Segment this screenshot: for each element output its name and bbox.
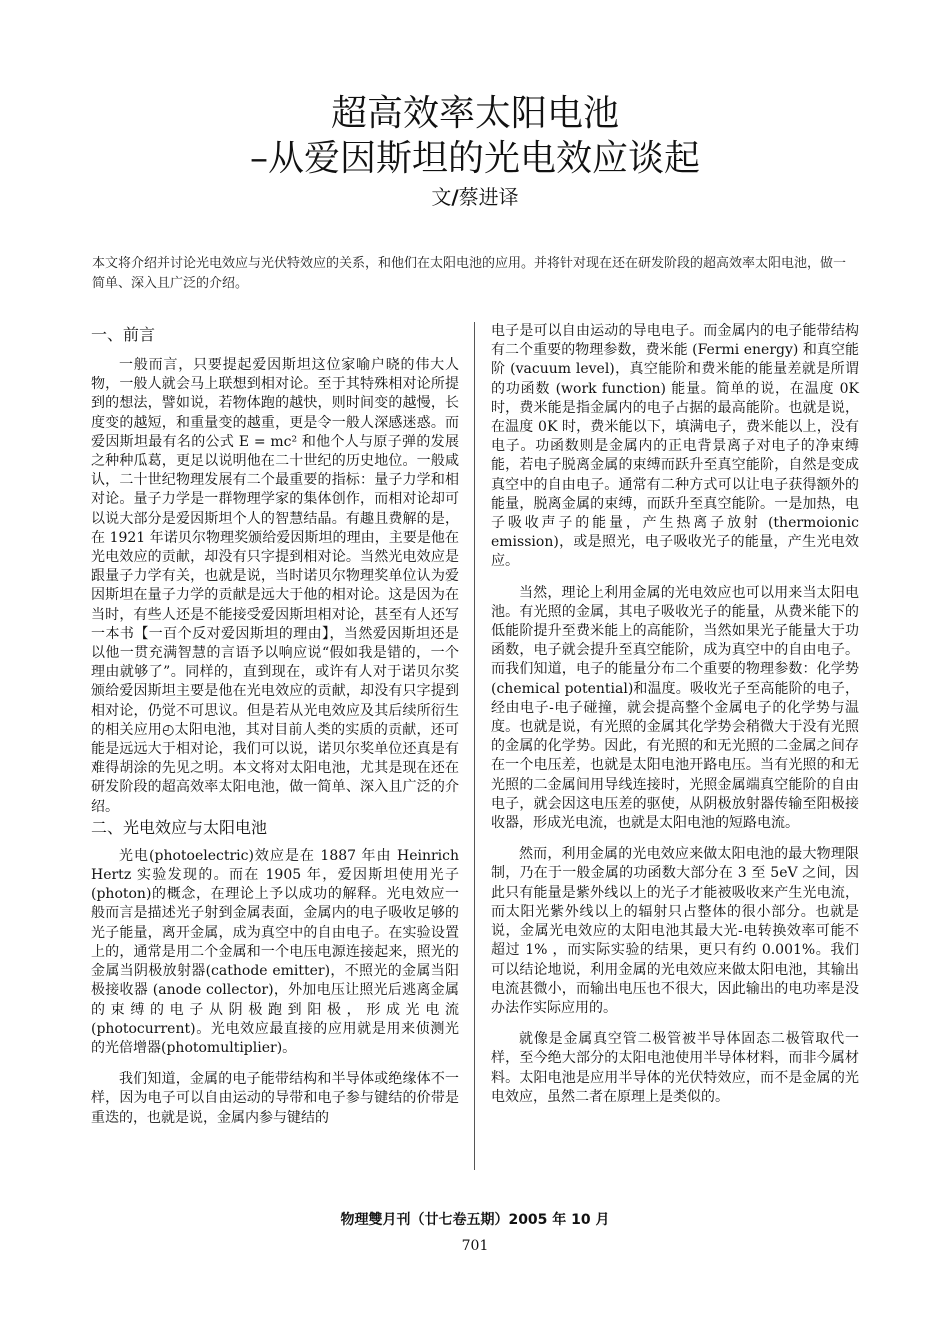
author-prefix: 文 xyxy=(431,185,452,209)
paragraph-photoelectric: 光电(photoelectric)效应是在 1887 年由 Heinrich Hertz 实验发现的。而在 1905 年，爱因斯坦使用光子(photon)的概念，在理论上予以成功的解释。光电效应一般而言是描述光子射到金属表面，金属内的电子吸收足够的光子能量，离开金属，成为真空中的自由电子。在实验设置上的，通常是用二个金属和一个电压电源连接起来，照光的金属当阴极放射器(cathode emitter)，不照光的金属当阳极接收器 (anode collector)，外加电压让照光后逃离金属的束缚的电子从阴极跑到阳极，形成光电流 (photocurrent)。光电效应最直接的应用就是用来侦测光的光倍增器(photomultiplier)。 xyxy=(91,847,459,1056)
title-block xyxy=(0,92,950,210)
author-separator: / xyxy=(451,185,459,209)
column-divider xyxy=(474,322,475,1170)
paragraph-semiconductor: 就像是金属真空管二极管被半导体固态二极管取代一样，至今绝大部分的太阳电池使用半导体材料，而非今属材料。太阳电池是应用半导体的光伏特效应，而不是金属的光电效应，虽然二者在原理上是类似的。 xyxy=(491,1031,859,1105)
paragraph-intro: 一般而言，只要提起爱因斯坦这位家喻户晓的伟大人物，一般人就会马上联想到相对论。至于其特殊相对论所提到的想法，譬如说，若物体跑的越快，则时间变的越慢，长度变的越短，和重量变的越重，更是令一般人深感迷惑。而爱因斯坦最有名的公式 E = mc² 和他个人与原子弹的发展之种种瓜葛，更足以说明他在二十世纪的历史地位。一般咸认，二十世纪物理发展有二个最重要的指标：量子力学和相对论。量子力学是一群物理学家的集体创作，而相对论却可以说大部分是爱因斯坦个人的智慧结晶。有趣且费解的是，在 1921 年诺贝尔物理奖颁给爱因斯坦的理由，主要是他在光电效应的贡献，却没有只字提到相对论。当然光电效应是跟量子力学有关，也就是说，当时诺贝尔物理奖单位认为爱因斯坦在量子力学的贡献是远大于他的相对论。这是因为在当时，有些人还是不能接受爱因斯坦相对论，甚至有人还写一本书【一百个反对爱因斯坦的理由】，当然爱因斯坦还是以他一贯充满智慧的言语予以响应说“假如我是错的，一个理由就够了”。同样的，直到现在，或许有人对于诺贝尔奖颁给爱因斯坦主要是他在光电效应的贡献，却没有只字提到相对论，仍觉不可思议。但是若从光电效应及其后续所衍生的相关应用◴太阳电池，其对目前人类的实质的贡献，还可能是远远大于相对论，我们可以说，诺贝尔奖单位还真是有难得胡涂的先见之明。本文将对太阳电池，尤其是现在还在研发阶段的超高效率太阳电池，做一简单、深入且广泛的介绍。 xyxy=(91,357,459,815)
page-number: 701 xyxy=(461,1238,489,1254)
right-column xyxy=(491,322,859,1107)
section-heading-photoelectric: 二、光电效应与太阳电池 xyxy=(91,817,268,837)
section-heading-intro: 一、前言 xyxy=(91,325,156,344)
paragraph-physical-limit: 然而，利用金属的光电效应来做太阳电池的最大物理限制，乃在于一般金属的功函数大部分在 3 至 5eV 之间，因此只有能量是紫外线以上的光子才能被吸收来产生光电流，而太阳光紫外线以上的辐射只占整体的很小部分。也就是说，金属光电效应的太阳电池其最大光-电转换效率可能不超过 1% ，而实际实验的结果，更只有约 0.001%。我们可以结论地说，利用金属的光电效应来做太阳电池，其输出电流甚微小，而输出电压也不很大，因此输出的电功率是没办法作实际应用的。 xyxy=(491,846,859,1016)
article-title: 超高效率太阳电池 xyxy=(330,93,619,134)
paragraph-fermi-energy: 电子是可以自由运动的导电电子。而金属内的电子能带结构有二个重要的物理参数，费米能 (Fermi energy) 和真空能阶 (vacuum level)，真空能阶和费米能的能量差就是所谓的功函数 (work function) 能量。简单的说，在温度 0K 时，费米能是指金属内的电子占据的最高能阶。也就是说，在温度 0K 时，费米能以下，填满电子，费米能以上，没有电子。功函数则是金属内的正电背景离子对电子的净束缚能，若电子脱离金属的束缚而跃升至真空能阶，自然是变成真空中的自由电子。通常有二种方式可以让电子获得额外的能量，脱离金属的束缚，而跃升至真空能阶。一是加热，电子吸收声子的能量，产生热离子放射 (thermoionic emission)，或是照光，电子吸收光子的能量，产生光电效应。 xyxy=(491,323,859,570)
paragraph-gap xyxy=(491,833,859,845)
article-subtitle: –从爱因斯坦的光电效应谈起 xyxy=(249,138,700,179)
author-name: 蔡进译 xyxy=(458,185,519,209)
paragraph-gap xyxy=(91,1058,459,1070)
abstract: 本文将介绍并讨论光电效应与光伏特效应的关系，和他们在太阳电池的应用。并将针对现在还在研发阶段的超高效率太阳电池，做一简单、深入且广泛的介绍。 xyxy=(92,256,847,291)
paragraph-gap xyxy=(491,572,859,584)
journal-footer: 物理雙月刊（廿七卷五期）2005 年 10 月 xyxy=(340,1212,610,1228)
author-line xyxy=(0,184,950,210)
paragraph-gap xyxy=(491,1018,859,1030)
left-column xyxy=(91,322,459,1128)
paragraph-band-structure: 我们知道，金属的电子能带结构和半导体或绝缘体不一样，因为电子可以自由运动的导带和电子参与键结的价带是重迭的，也就是说，金属内参与键结的 xyxy=(91,1071,459,1126)
paragraph-metal-solar-cell: 当然，理论上利用金属的光电效应也可以用来当太阳电池。有光照的金属，其电子吸收光子的能量，从费米能下的低能阶提升至费米能上的高能阶，当然如果光子能量大于功函数，电子就会提升至真空能阶，成为真空中的自由电子。而我们知道，电子的能量分布二个重要的物理参数：化学势(chemical potential)和温度。吸收光子至高能阶的电子，经由电子-电子碰撞，就会提高整个金属电子的化学势与温度。也就是说，有光照的金属其化学势会稍微大于没有光照的金属的化学势。因此，有光照的和无光照的二金属之间存在一个电压差，也就是太阳电池开路电压。当有光照的和无光照的二金属间用导线连接时，光照金属端真空能阶的自由电子，就会因这电压差的驱使，从阴极放射器传输至阳极接收器，形成光电流，也就是太阳电池的短路电流。 xyxy=(491,584,859,832)
